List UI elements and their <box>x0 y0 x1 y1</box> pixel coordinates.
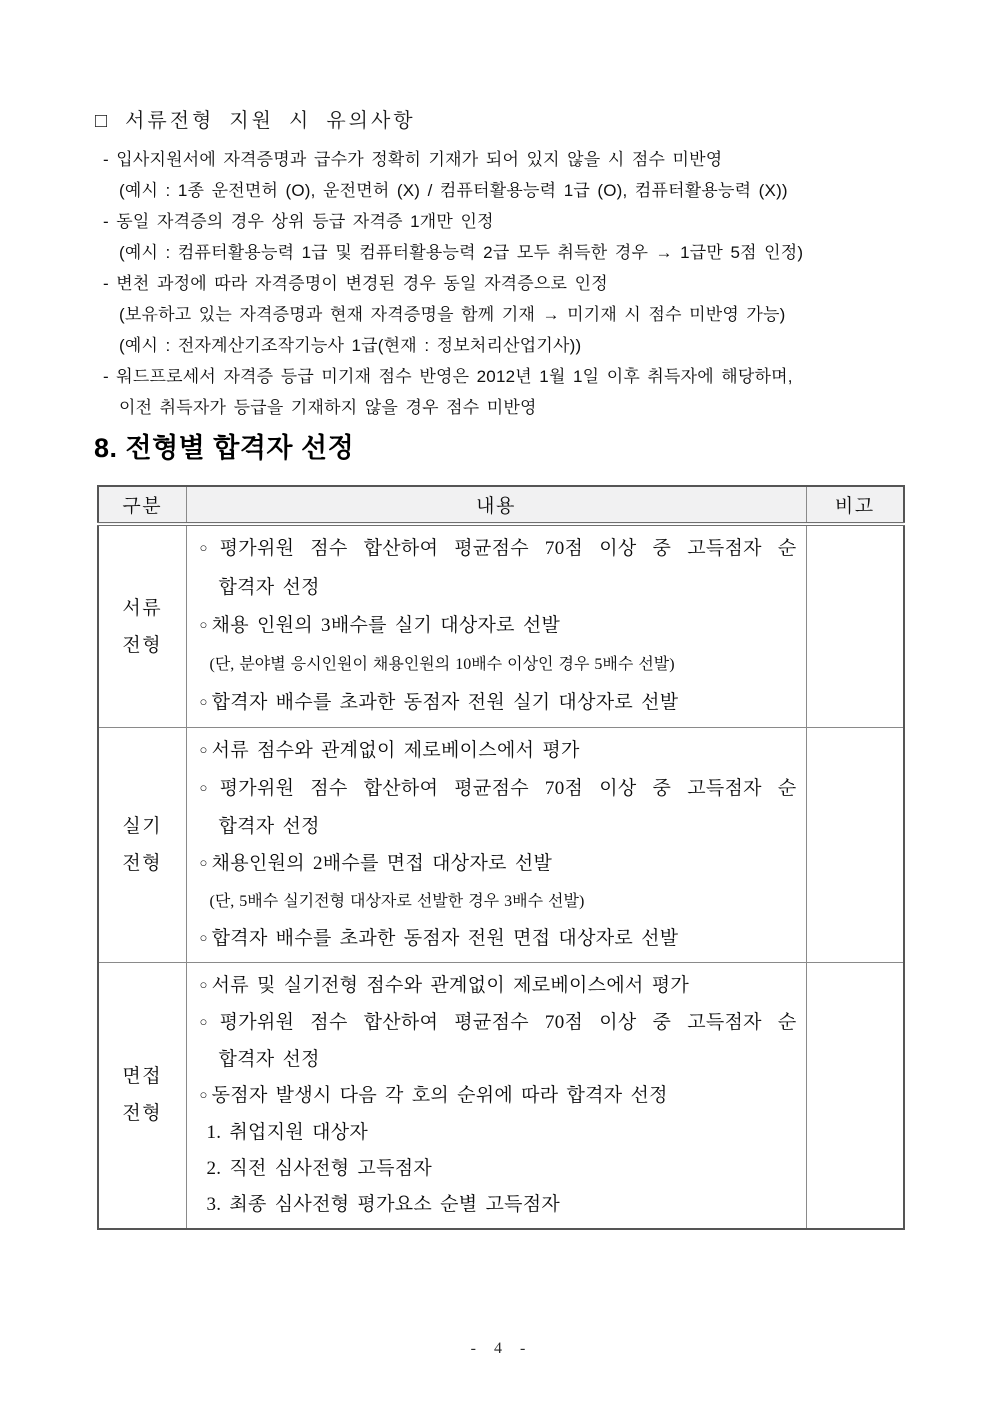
circle-bullet-icon: ○ <box>199 540 216 555</box>
row-practical-screening <box>98 728 904 963</box>
content-line <box>200 968 800 1005</box>
content-line <box>200 530 800 569</box>
note-line: - 동일 자격증의 경우 상위 등급 자격증 1개만 인정 <box>103 212 494 231</box>
content-line: 합격자 선정 <box>218 1048 320 1070</box>
note-line: - 입사지원서에 자격증명과 급수가 정확히 기재가 되어 있지 않을 시 점수 미반영 <box>103 150 723 169</box>
content-line <box>200 607 800 646</box>
note-example-line: (예시 : 컴퓨터활용능력 1급 및 컴퓨터활용능력 2급 모두 취득한 경우 → 1급만 5점 인정) <box>119 243 804 262</box>
content-text: 서류 점수와 관계없이 제로베이스에서 평가 <box>211 740 580 761</box>
category-label: 전형 <box>122 853 163 874</box>
content-numbered-line: 2. 직전 심사전형 고득점자 <box>206 1157 433 1179</box>
category-label: 전형 <box>122 1103 163 1125</box>
table-header-row <box>98 486 904 524</box>
content-cell <box>186 728 806 963</box>
note-example-line: (보유하고 있는 자격증명과 현재 자격증명을 함께 기재 → 미기재 시 점수 미반영 가능) <box>119 305 786 324</box>
content-text: 평가위원 점수 합산하여 평균점수 70점 이상 중 고득점자 순 <box>219 1011 797 1033</box>
note-continuation-line: 이전 취득자가 등급을 기재하지 않을 경우 점수 미반영 <box>119 398 537 417</box>
category-label: 서류 <box>122 597 163 619</box>
circle-bullet-icon: ○ <box>199 694 208 709</box>
content-line <box>200 732 800 770</box>
content-cell <box>186 524 806 728</box>
category-label: 전형 <box>122 634 163 656</box>
notes-title: □ 서류전형 지원 시 유의사항 <box>95 110 416 132</box>
content-text: 평가위원 점수 합산하여 평균점수 70점 이상 중 고득점자 순 <box>219 778 797 799</box>
category-cell <box>98 728 186 963</box>
content-text: 채용 인원의 3배수를 실기 대상자로 선발 <box>211 615 561 636</box>
circle-bullet-icon: ○ <box>199 780 216 795</box>
circle-bullet-icon: ○ <box>199 976 208 992</box>
circle-bullet-icon: ○ <box>199 855 208 870</box>
content-text: 동점자 발생시 다음 각 호의 순위에 따라 합격자 선정 <box>211 1084 668 1106</box>
row-interview-screening <box>98 963 904 1229</box>
content-text: 평가위원 점수 합산하여 평균점수 70점 이상 중 고득점자 순 <box>219 538 797 559</box>
selection-criteria-table <box>97 485 905 1230</box>
notes-section <box>95 106 915 423</box>
category-label: 면접 <box>122 1066 163 1088</box>
page-number: - 4 - <box>470 1340 530 1357</box>
content-line <box>200 845 800 883</box>
content-line <box>200 1005 800 1042</box>
row-document-screening <box>98 524 904 728</box>
content-cell <box>186 963 806 1229</box>
remark-cell <box>806 524 904 728</box>
note-line: - 워드프로세서 자격증 등급 미기재 점수 반영은 2012년 1월 1일 이후 취득자에 해당하며, <box>103 367 793 386</box>
note-line: - 변천 과정에 따라 자격증명이 변경된 경우 동일 자격증으로 인정 <box>103 274 608 293</box>
content-line: 합격자 선정 <box>218 816 320 837</box>
remark-cell <box>806 728 904 963</box>
category-label: 실기 <box>122 816 163 837</box>
circle-bullet-icon: ○ <box>199 617 208 632</box>
content-text: 합격자 배수를 초과한 동점자 전원 면접 대상자로 선발 <box>211 928 679 949</box>
circle-bullet-icon: ○ <box>199 1013 216 1029</box>
content-line <box>200 770 800 808</box>
content-line: 합격자 선정 <box>218 577 320 598</box>
col-header-remark: 비고 <box>806 486 904 524</box>
content-text: 합격자 배수를 초과한 동점자 전원 실기 대상자로 선발 <box>211 692 679 713</box>
col-header-category: 구분 <box>98 486 186 524</box>
circle-bullet-icon: ○ <box>199 930 208 945</box>
content-line <box>200 684 800 723</box>
category-cell <box>98 524 186 728</box>
content-note-line: (단, 5배수 실기전형 대상자로 선발한 경우 3배수 선발) <box>209 893 585 910</box>
content-line <box>200 1078 800 1115</box>
col-header-content: 내용 <box>186 486 806 524</box>
content-text: 채용인원의 2배수를 면접 대상자로 선발 <box>211 853 553 874</box>
circle-bullet-icon: ○ <box>199 1086 208 1102</box>
circle-bullet-icon: ○ <box>199 742 208 757</box>
content-line <box>200 920 800 958</box>
content-numbered-line: 1. 취업지원 대상자 <box>206 1121 369 1143</box>
content-text: 서류 및 실기전형 점수와 관계없이 제로베이스에서 평가 <box>211 974 689 996</box>
category-cell <box>98 963 186 1229</box>
section-heading: 8. 전형별 합격자 선정 <box>94 433 355 463</box>
note-example-line: (예시 : 1종 운전면허 (O), 운전면허 (X) / 컴퓨터활용능력 1급 (O), 컴퓨터활용능력 (X)) <box>119 181 788 200</box>
content-numbered-line: 3. 최종 심사전형 평가요소 순별 고득점자 <box>206 1193 561 1215</box>
remark-cell <box>806 963 904 1229</box>
content-note-line: (단, 분야별 응시인원이 채용인원의 10배수 이상인 경우 5배수 선발) <box>209 656 675 673</box>
note-example-line: (예시 : 전자계산기조작기능사 1급(현재 : 정보처리산업기사)) <box>119 336 582 355</box>
